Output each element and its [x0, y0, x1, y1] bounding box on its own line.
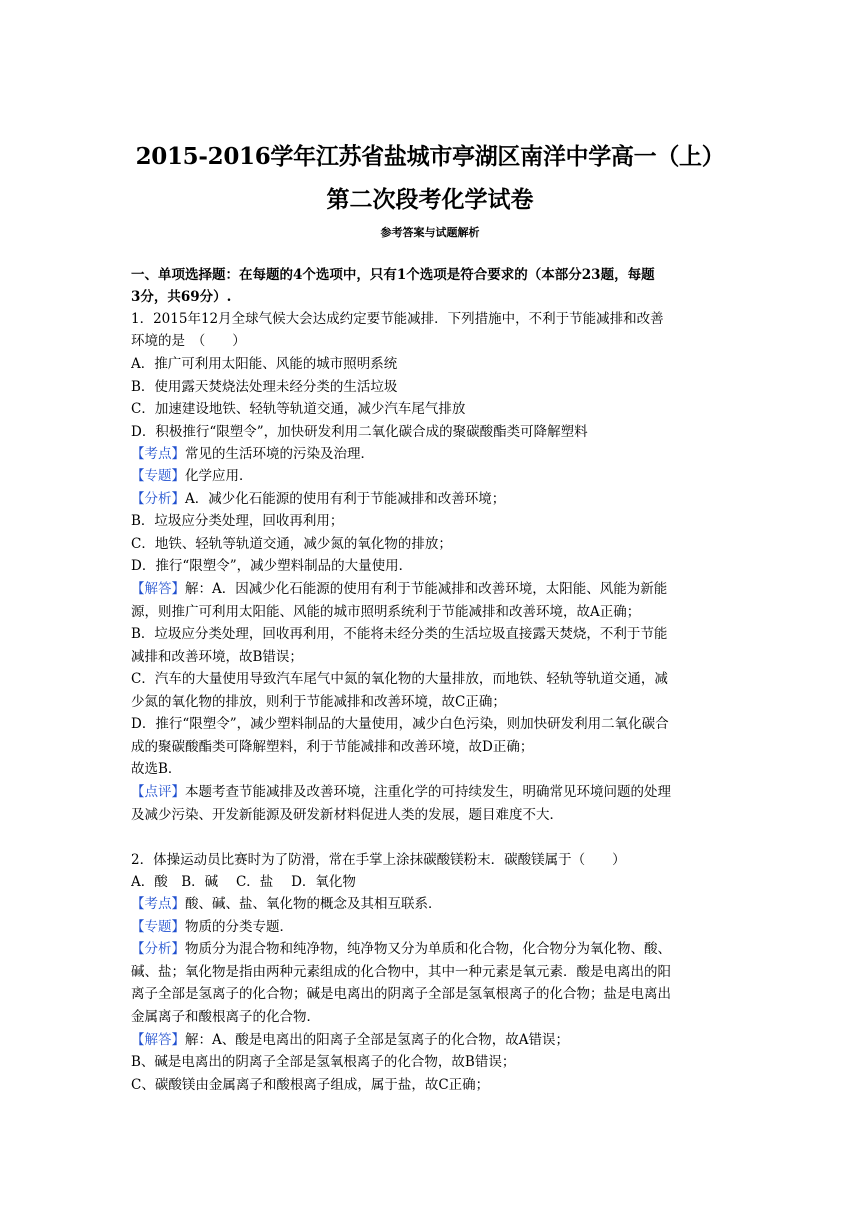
- q1-zhuanti: [131, 467, 743, 485]
- dianping-tag: 【点评】: [131, 784, 185, 800]
- q1-zhuanti-text: 化学应用．: [185, 468, 253, 484]
- document-title-line2: 第二次段考化学试卷: [326, 186, 534, 213]
- q2-fenxi-text-1: 物质分为混合物和纯净物，纯净物又分为单质和化合物，化合物分为氧化物、酸、: [185, 941, 671, 957]
- q2-zhuanti-text: 物质的分类专题．: [185, 919, 293, 935]
- q1-dianping: [131, 783, 743, 801]
- q1-fenxi-text-3: C．地铁、轻轨等轨道交通，减少氮的氧化物的排放；: [131, 536, 452, 552]
- q1-jieda-text-6: 少氮的氧化物的排放，则利于节能减排和改善环境，故C正确；: [131, 694, 506, 710]
- q2-options: A．酸 B．碱 C．盐 D．氧化物: [131, 874, 356, 890]
- document-subtitle: 参考答案与试题解析: [380, 226, 480, 239]
- q1-jieda-text-8: 成的聚碳酸酯类可降解塑料，利于节能减排和改善环境，故D正确；: [131, 739, 534, 755]
- q2-fenxi: [131, 940, 743, 958]
- q1-fenxi-text-2: B．垃圾应分类处理，回收再利用；: [131, 513, 344, 529]
- section-header-line1: 一、单项选择题：在每题的4个选项中，只有1个选项是符合要求的（本部分23题，每题: [131, 267, 655, 283]
- q1-fenxi: [131, 490, 743, 508]
- q1-kaodian: [131, 445, 743, 463]
- q2-kaodian: [131, 895, 743, 913]
- q2-jieda: [131, 1031, 743, 1049]
- q1-stem-line1: 1．2015年12月全球气候大会达成约定要节能减排．下列措施中，不利于节能减排和改善: [131, 311, 664, 327]
- q1-jieda-text-5: C．汽车的大量使用导致汽车尾气中氮的氧化物的大量排放，而地铁、轻轨等轨道交通，减: [131, 671, 668, 687]
- q1-fenxi-text-4: D．推行“限塑令”，减少塑料制品的大量使用．: [131, 558, 413, 574]
- q2-stem: 2．体操运动员比赛时为了防滑，常在手掌上涂抹碳酸镁粉末．碳酸镁属于（ ）: [131, 852, 626, 868]
- kaodian-tag: 【考点】: [131, 896, 185, 912]
- q2-jieda-text-1: 解：A、酸是电离出的阳离子全部是氢离子的化合物，故A错误；: [185, 1032, 569, 1048]
- jieda-tag: 【解答】: [131, 581, 185, 597]
- q2-fenxi-text-2: 碱、盐；氧化物是指由两种元素组成的化合物中，其中一种元素是氧元素．酸是电离出的阳: [131, 964, 671, 980]
- q2-fenxi-text-4: 金属离子和酸根离子的化合物．: [131, 1009, 320, 1025]
- q1-stem-line2: 环境的是 （ ）: [131, 333, 246, 349]
- q2-jieda-text-3: C、碳酸镁由金属离子和酸根离子组成，属于盐，故C正确；: [131, 1077, 490, 1093]
- q1-jieda: [131, 580, 743, 598]
- jieda-tag: 【解答】: [131, 1032, 185, 1048]
- q1-option-b: B．使用露天焚烧法处理未经分类的生活垃圾: [131, 379, 398, 395]
- q1-option-d: D．积极推行“限塑令”，加快研发利用二氧化碳合成的聚碳酸酯类可降解塑料: [131, 424, 588, 440]
- q1-dianping-text-2: 及减少污染、开发新能源及研发新材料促进人类的发展，题目难度不大．: [131, 807, 563, 823]
- q1-option-c: C．加速建设地铁、轻轨等轨道交通，减少汽车尾气排放: [131, 401, 466, 417]
- q2-zhuanti: [131, 918, 743, 936]
- q1-kaodian-text: 常见的生活环境的污染及治理．: [185, 446, 374, 462]
- q2-fenxi-text-3: 离子全部是氢离子的化合物；碱是电离出的阴离子全部是氢氧根离子的化合物；盐是电离出: [131, 986, 671, 1002]
- kaodian-tag: 【考点】: [131, 446, 185, 462]
- q1-dianping-text-1: 本题考查节能减排及改善环境，注重化学的可持续发生，明确常见环境问题的处理: [185, 784, 671, 800]
- fenxi-tag: 【分析】: [131, 491, 185, 507]
- q2-jieda-text-2: B、碱是电离出的阴离子全部是氢氧根离子的化合物，故B错误；: [131, 1054, 516, 1070]
- q1-jieda-text-7: D．推行“限塑令”，减少塑料制品的大量使用，减少白色污染，则加快研发利用二氧化碳合: [131, 716, 669, 732]
- q1-fenxi-text-1: A．减少化石能源的使用有利于节能减排和改善环境；: [185, 491, 506, 507]
- zhuanti-tag: 【专题】: [131, 919, 185, 935]
- q1-option-a: A．推广可利用太阳能、风能的城市照明系统: [131, 356, 398, 372]
- q1-jieda-text-3: B．垃圾应分类处理，回收再利用，不能将未经分类的生活垃圾直接露天焚烧，不利于节能: [131, 626, 668, 642]
- q2-kaodian-text: 酸、碱、盐、氧化物的概念及其相互联系．: [185, 896, 442, 912]
- zhuanti-tag: 【专题】: [131, 468, 185, 484]
- section-header-line2: 3分，共69分）.: [131, 289, 232, 305]
- fenxi-tag: 【分析】: [131, 941, 185, 957]
- q1-jieda-text-1: 解：A．因减少化石能源的使用有利于节能减排和改善环境，太阳能、风能为新能: [185, 581, 668, 597]
- document-title-line1: 2015-2016学年江苏省盐城市亭湖区南洋中学高一（上）: [135, 143, 725, 170]
- q1-jieda-text-4: 减排和改善环境，故B错误；: [131, 649, 303, 665]
- q1-jieda-text-2: 源，则推广可利用太阳能、风能的城市照明系统利于节能减排和改善环境，故A正确；: [131, 604, 641, 620]
- q1-answer: 故选B．: [131, 761, 182, 777]
